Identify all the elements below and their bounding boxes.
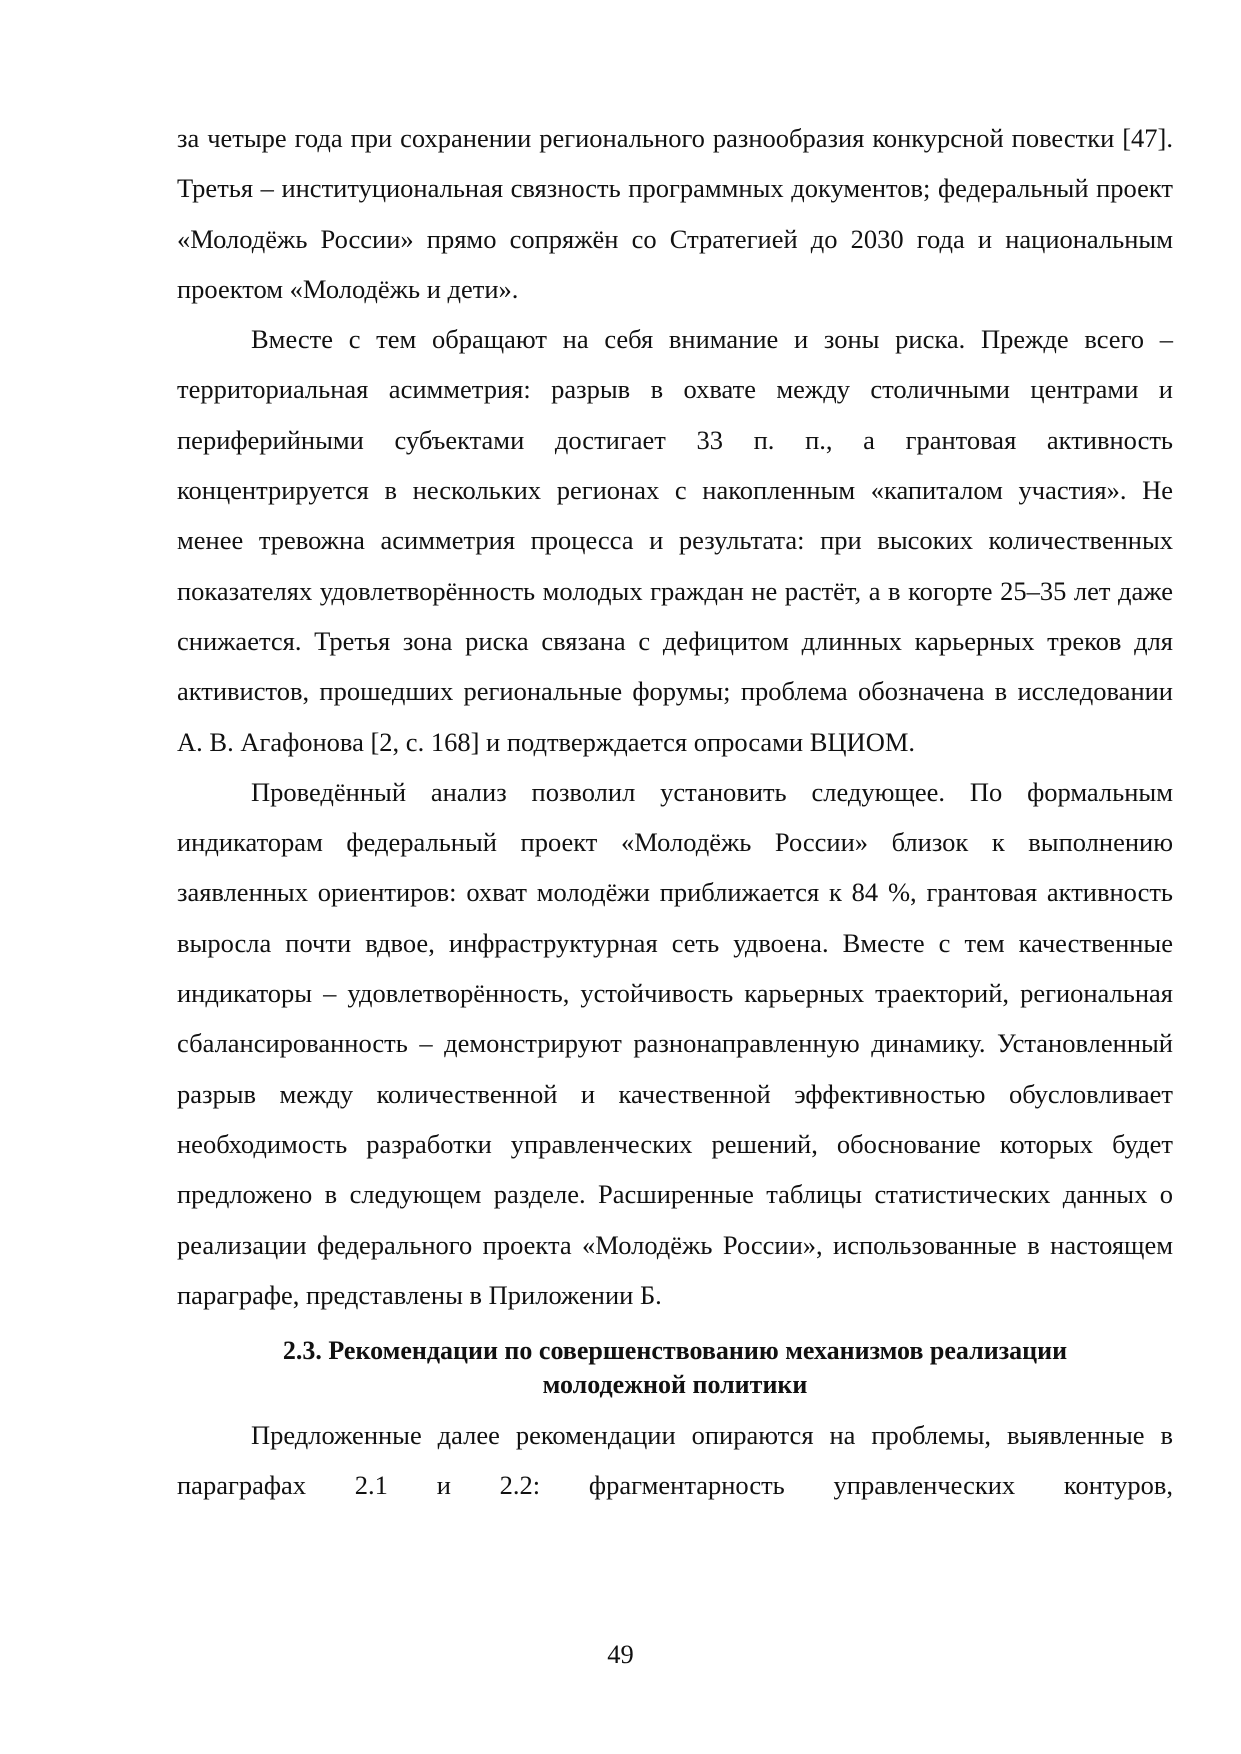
body-paragraph-continued: за четыре года при сохранении регионального разнообразия конкурсной повестки [47]. Третья – институциональная связность программных документов; федеральный проект «Молодёжь России» прямо сопряжён со Стратегией до 2030 года и национальным проектом «Молодёжь и дети». (177, 123, 1173, 304)
page-number: 49 (607, 1639, 634, 1669)
body-paragraph-risk-zones: Вместе с тем обращают на себя внимание и зоны риска. Прежде всего – территориальная асимметрия: разрыв в охвате между столичными центрами и периферийными субъектами достигает 33 п. п., а грантовая активность концентрируется в нескольких регионах с накопленным «капиталом участия». Не менее тревожна асимметрия процесса и результата: при высоких количественных показателях удовлетворённость молодых граждан не растёт, а в когорте 25–35 лет даже снижается. Третья зона риска связана с дефицитом длинных карьерных треков для активистов, прошедших региональные форумы; проблема обозначена в исследовании А. В. Агафонова [2, с. 168] и подтверждается опросами ВЦИОМ. (177, 324, 1173, 757)
body-paragraph-recommendations-intro: Предложенные далее рекомендации опираются на проблемы, выявленные в параграфах 2.1 и 2.2: фрагментарность управленческих контуров, (177, 1420, 1173, 1501)
body-paragraph-analysis-summary: Проведённый анализ позволил установить следующее. По формальным индикаторам федеральный проект «Молодёжь России» близок к выполнению заявленных ориентиров: охват молодёжи приближается к 84 %, грантовая активность выросла почти вдвое, инфраструктурная сеть удвоена. Вместе с тем качественные индикаторы – удовлетворённость, устойчивость карьерных траекторий, региональная сбалансированность – демонстрируют разнонаправленную динамику. Установленный разрыв между количественной и качественной эффективностью обусловливает необходимость разработки управленческих решений, обоснование которых будет предложено в следующем разделе. Расширенные таблицы статистических данных о реализации федерального проекта «Молодёжь России», использованные в настоящем параграфе, представлены в Приложении Б. (177, 776, 1173, 1310)
document-page (177, 113, 1173, 1511)
section-heading: 2.3. Рекомендации по совершенствованию механизмов реализации молодежной политики (282, 1336, 1068, 1400)
